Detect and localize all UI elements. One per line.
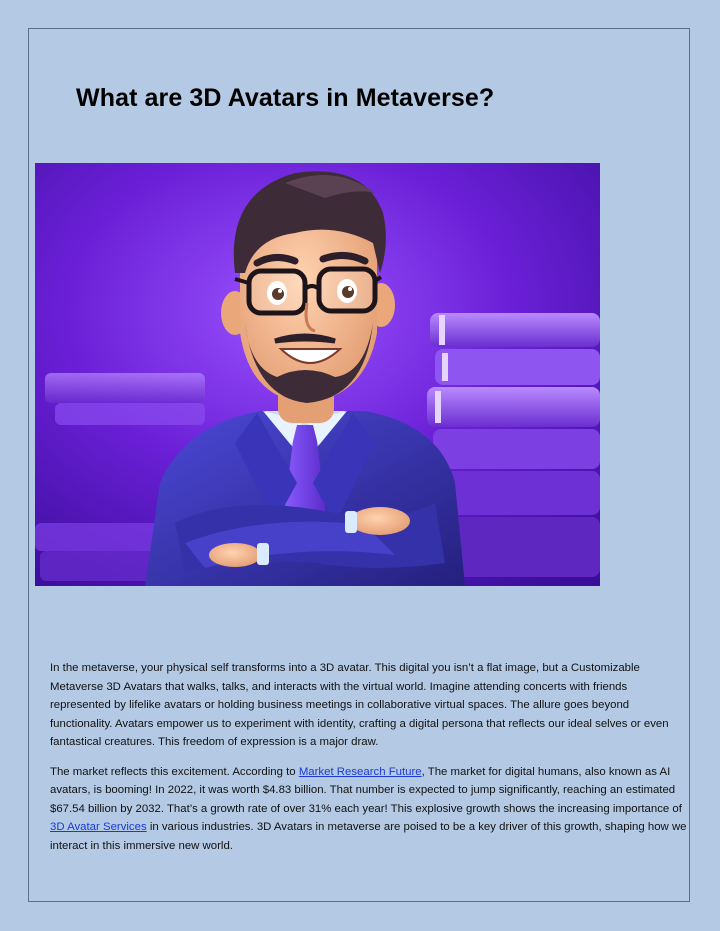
page-title: What are 3D Avatars in Metaverse? xyxy=(76,84,495,112)
paragraph-market-text-1: The market reflects this excitement. According to xyxy=(50,765,299,778)
market-research-future-link[interactable]: Market Research Future xyxy=(298,765,422,778)
paragraph-market-text-2: , The market for digital humans, also known as AI avatars, is booming! In 2022, it was worth $4.83 billion. That number is expected to jump significantly, reaching an estimated $67.54 billion by 2032. That’s a growth rate of over 31% each year! This explosive growth shows the increasing importance of xyxy=(50,765,682,815)
paragraph-market xyxy=(50,763,690,856)
hero-image xyxy=(35,163,600,586)
paragraph-market-text-3: in various industries. 3D Avatars in metaverse are poised to be a key driver of this growth, shaping how we interact in this immersive new world. xyxy=(50,821,687,852)
paragraph-intro: In the metaverse, your physical self transforms into a 3D avatar. This digital you isn’t a flat image, but a Customizable Metaverse 3D Avatars that walks, talks, and interacts with the virtual world. Imagine attending concerts with friends represented by lifelike avatars or holding business meetings in collaborative virtual spaces. The allure goes beyond functionality. Avatars empower us to experiment with identity, crafting a digital persona that reflects our ideal selves or even fantastical creatures. This freedom of expression is a major draw. xyxy=(50,662,669,748)
3d-avatar-services-link[interactable]: 3D Avatar Services xyxy=(50,821,147,833)
article-body xyxy=(50,659,690,866)
